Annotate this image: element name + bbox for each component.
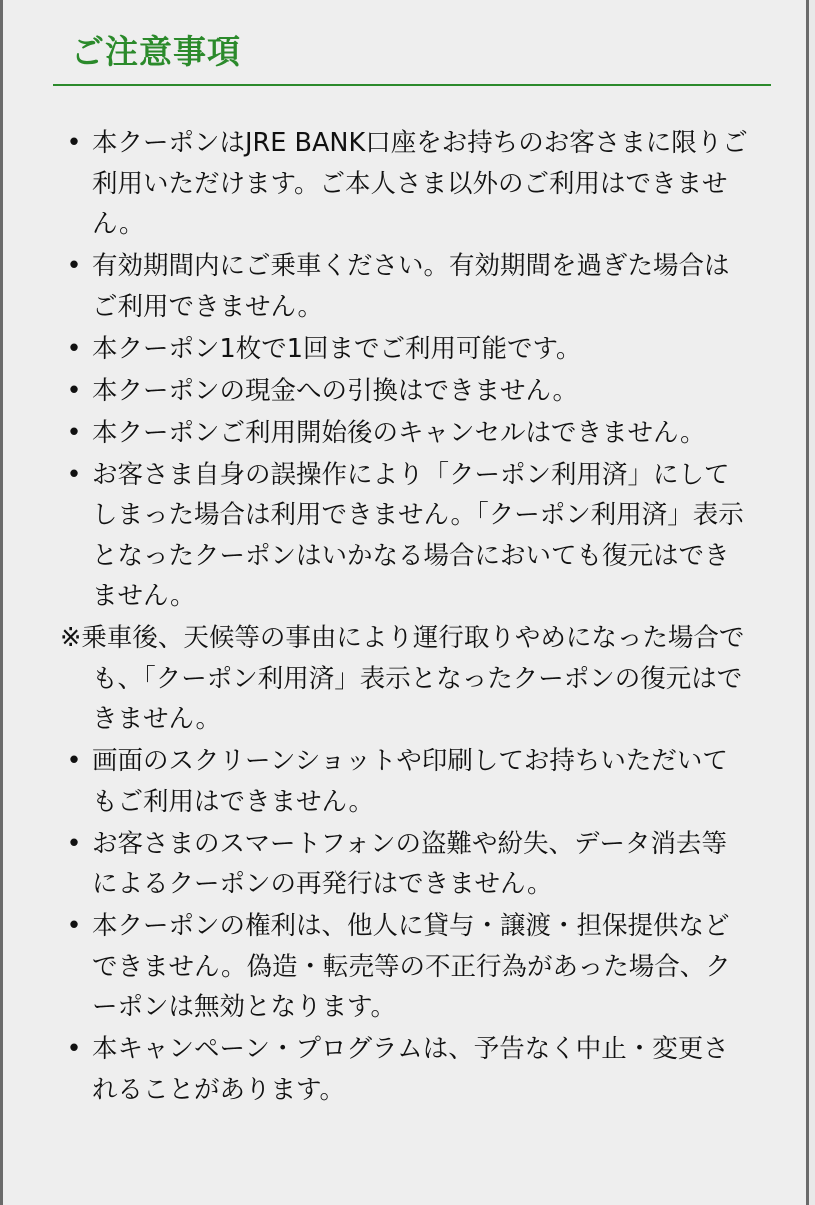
list-item — [62, 906, 752, 1028]
note-text: 本クーポンご利用開始後のキャンセルはできません。 — [92, 417, 706, 448]
bullet-icon: • — [66, 333, 82, 364]
list-item — [62, 123, 752, 245]
note-text: 本クーポン1枚で1回までご利用可能です。 — [92, 333, 582, 364]
note-text: 本キャンペーン・プログラムは、予告なく中止・変更されることがあります。 — [92, 1034, 729, 1105]
note-text: お客さま自身の誤操作により「クーポン利用済」にしてしまった場合は利用できません。「クーポン利用済」表示となったクーポンはいかなる場合においても復元はできません。 — [92, 459, 744, 611]
notes-list — [62, 123, 752, 1112]
bullet-icon: • — [66, 746, 82, 776]
list-item — [62, 246, 752, 327]
bullet-icon: • — [66, 251, 82, 281]
list-item — [62, 1029, 752, 1110]
list-item-remark — [62, 618, 752, 740]
note-text: 有効期間内にご乗車ください。有効期間を過ぎた場合はご利用できません。 — [92, 251, 730, 322]
list-item — [62, 329, 752, 370]
list-item — [62, 371, 752, 412]
list-item — [62, 413, 752, 454]
title-divider — [53, 84, 771, 86]
bullet-icon: • — [66, 1034, 82, 1064]
note-text: 画面のスクリーンショットや印刷してお持ちいただいてもご利用はできません。 — [92, 746, 728, 817]
bullet-icon: • — [66, 828, 82, 859]
list-item — [62, 455, 752, 617]
note-text: 本クーポンはJRE BANK口座をお持ちのお客さまに限りご利用いただけます。ご本人さま以外のご利用はできません。 — [92, 128, 748, 239]
note-text: 本クーポンの現金への引換はできません。 — [92, 375, 579, 406]
note-text: お客さまのスマートフォンの盗難や紛失、データ消去等によるクーポンの再発行はできません。 — [92, 828, 727, 899]
list-item — [62, 824, 752, 905]
bullet-icon: • — [66, 128, 82, 158]
bullet-icon: • — [66, 911, 82, 941]
bullet-icon: • — [66, 417, 82, 448]
note-text: 本クーポンの権利は、他人に貸与・譲渡・担保提供などできません。偽造・転売等の不正行為があった場合、クーポンは無効となります。 — [92, 911, 731, 1022]
remark-text: ※乗車後、天候等の事由により運行取りやめになった場合でも、「クーポン利用済」表示となったクーポンの復元はできません。 — [60, 623, 745, 734]
bullet-icon: • — [66, 375, 82, 406]
bullet-icon: • — [66, 459, 82, 490]
section-title: ご注意事項 — [71, 32, 241, 71]
list-item — [62, 741, 752, 822]
